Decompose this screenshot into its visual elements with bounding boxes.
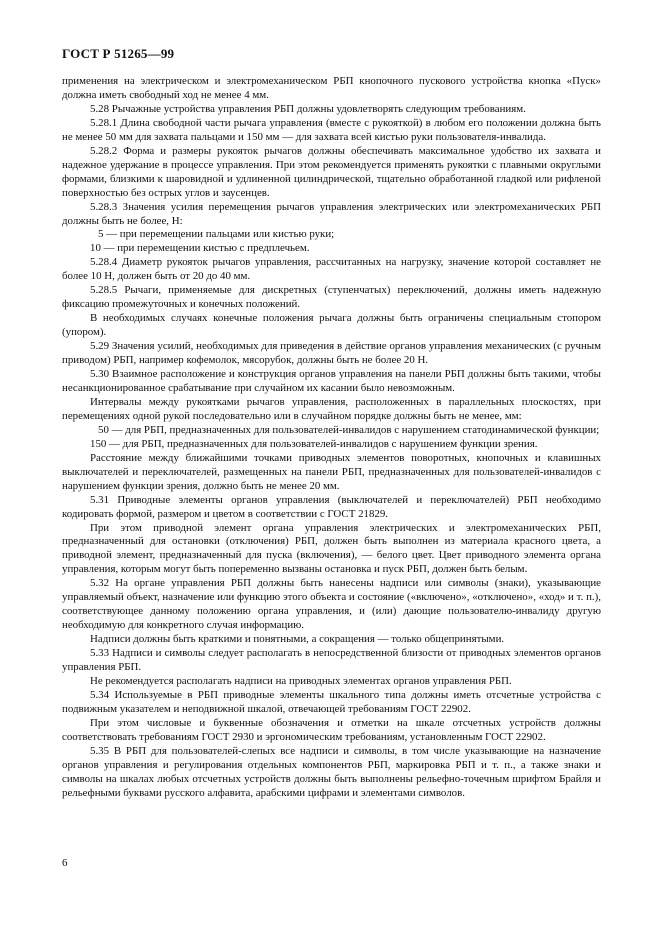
- page-number: 6: [62, 857, 68, 869]
- paragraph-5-28-3: 5.28.3 Значения усилия перемещения рычагов управления электрических или электромеханических РБП должны быть не более, Н:: [62, 200, 601, 227]
- list-item-interval-150: 150 — для РБП, предназначенных для пользователей-инвалидов с нарушением функции зрения.: [90, 437, 538, 450]
- list-item-force-5: 5 — при перемещении пальцами или кистью руки;: [98, 228, 335, 241]
- paragraph-stopper: В необходимых случаях конечные положения рычага должны быть ограничены специальным стопором (упором).: [62, 312, 601, 339]
- paragraph-5-32: 5.32 На органе управления РБП должны быть нанесены надписи или символы (знаки), указывающие управляемый объект, назначение или функцию этого объекта и состояние («включено», «отключено», «ход» и т. п.), соответствующее данному положению органа управления, и (или) дающие пользователю-инвалиду другую необходимую для конкретного случая информацию.: [62, 577, 601, 632]
- paragraph-distance: Расстояние между ближайшими точками приводных элементов поворотных, кнопочных и клавишных выключателей и переключателей, размещенных на панели РБП, предназначенных для пользователей-инвалидов с нарушением функции зрения, должно быть не менее 20 мм.: [62, 451, 601, 492]
- paragraph-5-34: 5.34 Используемые в РБП приводные элементы шкального типа должны иметь отсчетные устройства с подвижным указателем и неподвижной шкалой, отвечающей требованиям ГОСТ 22902.: [62, 688, 601, 715]
- paragraph-5-35: 5.35 В РБП для пользователей-слепых все надписи и символы, в том числе указывающие на назначение органов управления и регулирования отдельных компонентов РБП, маркировка РБП и т. п., а также знаки и символы на шкалах любых отсчетных устройств должны быть выполнены рельефно-точечным шрифтом Брайля и рельефными буквами русского алфавита, арабскими цифрами и элементами символов.: [62, 744, 601, 799]
- paragraph-5-31: 5.31 Приводные элементы органов управления (выключателей и переключателей) РБП необходимо кодировать формой, размером и цветом в соответствии с ГОСТ 21829.: [62, 493, 601, 520]
- paragraph-intervals: Интервалы между рукоятками рычагов управления, расположенных в параллельных плоскостях, при перемещениях одной рукой последовательно или в случайном порядке должны быть не менее, мм:: [62, 395, 601, 422]
- paragraph-5-30: 5.30 Взаимное расположение и конструкция органов управления на панели РБП должны быть такими, чтобы несанкционированное срабатывание при случайном их касании было невозможным.: [62, 368, 601, 394]
- paragraph-5-28-5: 5.28.5 Рычаги, применяемые для дискретных (ступенчатых) переключений, должны иметь надежную фиксацию промежуточных и конечных положений.: [62, 284, 601, 311]
- document-body: [62, 75, 601, 801]
- paragraph-colors: При этом приводной элемент органа управления электрических и электромеханических РБП, предназначенный для остановки (отключения) РБП, должен быть выполнен из материала красного цвета, а приводной элемент, предназначенный для пуска (включения), — белого цвет. Цвет приводного элемента органа управления, которым могут быть попеременно вызваны остановка и пуск РБП, должен быть белым.: [62, 521, 601, 576]
- paragraph-5-28-1: 5.28.1 Длина свободной части рычага управления (вместе с рукояткой) в любом его положении должна быть не менее 50 мм для захвата пальцами и 150 мм — для захвата всей кистью руки пользователя-инвалида.: [62, 116, 601, 143]
- paragraph-5-29: 5.29 Значения усилий, необходимых для приведения в действие органов управления механических (с ручным приводом) РБП, например кофемолок, мясорубок, должны быть не более 20 Н.: [62, 340, 601, 367]
- paragraph-inscriptions: Надписи должны быть краткими и понятными, а сокращения — только общепринятыми.: [90, 633, 505, 646]
- list-item-interval-50: 50 — для РБП, предназначенных для пользователей-инвалидов с нарушением статодинамической функции;: [98, 423, 600, 436]
- paragraph-5-28-2: 5.28.2 Форма и размеры рукояток рычагов должны обеспечивать максимальное удобство их захвата и надежное удержание в процессе управления. При этом рекомендуется применять рукоятки с плавными округлыми формами, близкими к шаровидной и удлиненной цилиндрической, тщательно обработанной гладкой или рифленой поверхностью без острых углов и заусенцев.: [62, 144, 601, 199]
- paragraph-0: применения на электрическом и электромеханическом РБП кнопочного пускового устройства кнопка «Пуск» должна иметь свободный ход не менее 4 мм.: [62, 75, 601, 101]
- paragraph-5-33: 5.33 Надписи и символы следует располагать в непосредственной близости от приводных элементов органов управления РБП.: [62, 647, 601, 674]
- paragraph-not-recommended: Не рекомендуется располагать надписи на приводных элементах органов управления РБП.: [90, 674, 512, 687]
- paragraph-scale-marks: При этом числовые и буквенные обозначения и отметки на шкале отсчетных устройств должны соответствовать требованиям ГОСТ 2930 и эргономическим требованиям, установленным ГОСТ 22902.: [62, 716, 601, 743]
- paragraph-5-28-4: 5.28.4 Диаметр рукояток рычагов управления, рассчитанных на нагрузку, значение которой составляет не более 10 Н, должен быть от 20 до 40 мм.: [62, 256, 601, 283]
- document-code-header: ГОСТ Р 51265—99: [62, 46, 175, 61]
- list-item-force-10: 10 — при перемещении кистью с предплечьем.: [90, 242, 310, 255]
- paragraph-5-28: 5.28 Рычажные устройства управления РБП должны удовлетворять следующим требованиям.: [90, 102, 526, 115]
